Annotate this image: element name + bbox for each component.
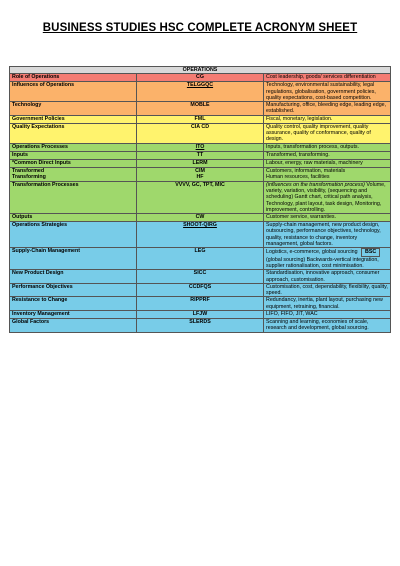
table-row <box>10 74 391 82</box>
table-row <box>10 151 391 159</box>
meaning-cell: Inputs, transformation process, outputs. <box>264 143 391 151</box>
topic-cell: Influences of Operations <box>10 82 137 102</box>
table-row <box>10 311 391 319</box>
topic-cell: Role of Operations <box>10 74 137 82</box>
topic-cell: Inventory Management <box>10 311 137 319</box>
table-row <box>10 181 391 213</box>
topic-cell: Global Factors <box>10 319 137 333</box>
section-header-row <box>10 67 391 74</box>
meaning-italic: (influences on the transformation process) <box>266 181 365 188</box>
table-row <box>10 214 391 222</box>
meaning-cell: Scanning and learning, economies of scale, research and development, global sourcing. <box>264 319 391 333</box>
table-row <box>10 297 391 311</box>
topic-cell: *Common Direct Inputs <box>10 159 137 167</box>
table-row <box>10 270 391 284</box>
meaning-cell: Technology, environmental sustainability, legal regulations, globalisation, government policies, quality expectations, cost-based competition. <box>264 82 391 102</box>
meaning-cell: LIFO, FIFO, JIT, WAC <box>264 311 391 319</box>
meaning-cell: Customer service, warranties. <box>264 214 391 222</box>
topic-cell: Transformation Processes <box>10 181 137 213</box>
acronym-cell: LERM <box>137 159 264 167</box>
meaning-cell: Customisation, cost, dependability, flexibility, quality, speed. <box>264 283 391 297</box>
topic-cell: Operations Processes <box>10 143 137 151</box>
topic-cell: Technology <box>10 102 137 116</box>
meaning-line: Human resources, facilities <box>266 173 330 180</box>
meaning-cell <box>264 248 391 270</box>
table-row <box>10 222 391 248</box>
meaning-cell: Redundancy, inertia, plant layout, purchasing new equipment, retraining, financial. <box>264 297 391 311</box>
topic-cell: Outputs <box>10 214 137 222</box>
page-title: BUSINESS STUDIES HSC COMPLETE ACRONYM SHEET <box>42 22 358 34</box>
table-row <box>10 123 391 143</box>
topic-cell: Resistance to Change <box>10 297 137 311</box>
acronym-cell: ITO <box>137 143 264 151</box>
acronym-cell: CCDFQS <box>137 283 264 297</box>
bsc-meaning-text: (global sourcing) Backwards-vertical integration, supplier rationalisation, cost minimisation. <box>266 256 379 269</box>
topic-cell: New Product Design <box>10 270 137 284</box>
table-row <box>10 159 391 167</box>
table-row <box>10 143 391 151</box>
acronym-cell: CW <box>137 214 264 222</box>
acronym-cell: LFJW <box>137 311 264 319</box>
topic-cell: Performance Objectives <box>10 283 137 297</box>
topic-cell <box>10 167 137 181</box>
acronym-table <box>9 66 391 333</box>
table-row <box>10 82 391 102</box>
topic-cell: Inputs <box>10 151 137 159</box>
meaning-cell: Labour, energy, raw materials, machinery <box>264 159 391 167</box>
table-row <box>10 102 391 116</box>
table-row <box>10 167 391 181</box>
acronym-cell: CIA CD <box>137 123 264 143</box>
table-row <box>10 115 391 123</box>
topic-cell: Quality Expectations <box>10 123 137 143</box>
acronym-cell: CG <box>137 74 264 82</box>
meaning-cell: Cost leadership, goods/ services differentiation <box>264 74 391 82</box>
table-row <box>10 248 391 270</box>
acronym-line: CIM <box>195 167 205 174</box>
acronym-cell: SHOOT-QIRG <box>137 222 264 248</box>
meaning-cell: Manufacturing, office, bleeding edge, leading edge, established. <box>264 102 391 116</box>
meaning-line: Customers, information, materials <box>266 167 346 174</box>
meaning-cell: Standardisation, innovative approach, consumer approach, customisation. <box>264 270 391 284</box>
table-row <box>10 283 391 297</box>
topic-line: Transformed <box>12 167 45 174</box>
meaning-cell <box>264 167 391 181</box>
acronym-cell: VVVV, GC, TPT, MIC <box>137 181 264 213</box>
acronym-cell: RIPPRF <box>137 297 264 311</box>
meaning-cell: Quality control, quality improvement, quality assurance, quality of conformance, quality of design. <box>264 123 391 143</box>
meaning-text: Logistics, e-commerce, global sourcing <box>266 249 358 256</box>
acronym-cell: LEG <box>137 248 264 270</box>
topic-cell: Supply-Chain Management <box>10 248 137 270</box>
topic-cell: Government Policies <box>10 115 137 123</box>
meaning-cell: Supply-chain management, new product design, outsourcing, performance objectives, technology, quality, resistance to change, inventory management, global factors. <box>264 222 391 248</box>
meaning-cell: Fiscal, monetary, legislation. <box>264 115 391 123</box>
section-header: OPERATIONS <box>10 67 391 74</box>
acronym-cell: TT <box>137 151 264 159</box>
meaning-text: Volume, variety, variation, visibility, (sequencing and scheduling) Gantt chart, critical path analysis, Technology, plant layout, task design, Monitoring, improvement, controlling. <box>266 181 386 213</box>
acronym-cell: MOBLE <box>137 102 264 116</box>
table-row <box>10 319 391 333</box>
acronym-cell: SLERDS <box>137 319 264 333</box>
meaning-cell: Transformed, transforming. <box>264 151 391 159</box>
topic-cell: Operations Strategies <box>10 222 137 248</box>
topic-line: Transforming <box>12 173 46 180</box>
acronym-line: HF <box>196 173 204 180</box>
acronym-cell: TELGGQC <box>137 82 264 102</box>
bsc-acronym-box: BSC <box>361 248 380 256</box>
meaning-cell <box>264 181 391 213</box>
acronym-cell: SICC <box>137 270 264 284</box>
acronym-cell: FML <box>137 115 264 123</box>
acronym-cell <box>137 167 264 181</box>
